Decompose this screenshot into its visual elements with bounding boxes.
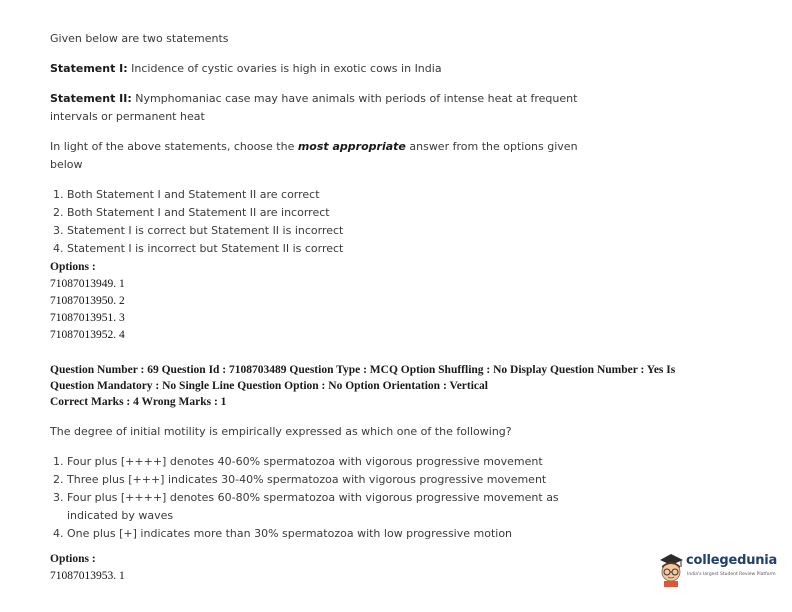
choice-text-cont: indicated by waves — [67, 509, 174, 522]
student-mascot-icon — [656, 552, 686, 588]
choice-number: 3. — [53, 491, 64, 504]
q1-choice-list — [53, 186, 343, 258]
statement-2 — [50, 90, 577, 126]
list-item — [53, 489, 559, 525]
logo-tagline: India's largest Student Review Platform — [687, 572, 776, 577]
q1-prompt-emphasis: most appropriate — [297, 140, 406, 153]
statement-2-text: Nymphomaniac case may have animals with periods of intense heat at frequent — [131, 92, 578, 105]
choice-number: 2. — [53, 206, 64, 219]
choice-text: Both Statement I and Statement II are incorrect — [67, 206, 330, 219]
option-id: 71087013950. 2 — [50, 295, 125, 307]
meta-line: Correct Marks : 4 Wrong Marks : 1 — [50, 396, 227, 408]
list-item — [53, 453, 559, 471]
option-id: 71087013953. 1 — [50, 570, 125, 582]
list-item — [53, 240, 343, 258]
options-label: Options : — [50, 553, 96, 565]
option-id: 71087013952. 4 — [50, 329, 125, 341]
choice-text: Statement I is correct but Statement II is incorrect — [67, 224, 344, 237]
option-id: 71087013951. 3 — [50, 312, 125, 324]
statement-2-label: Statement II: — [50, 92, 132, 105]
choice-number: 2. — [53, 473, 64, 486]
statement-1-text: Incidence of cystic ovaries is high in exotic cows in India — [127, 62, 442, 75]
collegedunia-logo — [656, 550, 778, 590]
question-meta — [50, 362, 675, 410]
q1-prompt-cont: below — [50, 158, 83, 171]
q1-prompt-post: answer from the options given — [405, 140, 578, 153]
list-item — [53, 471, 559, 489]
option-id: 71087013949. 1 — [50, 278, 125, 290]
statement-1-label: Statement I: — [50, 62, 128, 75]
statement-1 — [50, 60, 442, 78]
list-item — [53, 204, 343, 222]
list-item — [53, 222, 343, 240]
list-item — [53, 525, 559, 543]
choice-number: 4. — [53, 242, 64, 255]
choice-text: Both Statement I and Statement II are correct — [67, 188, 320, 201]
statement-2-text-cont: intervals or permanent heat — [50, 110, 205, 123]
choice-text: One plus [+] indicates more than 30% spermatozoa with low progressive motion — [67, 527, 513, 540]
q2-choice-list — [53, 453, 559, 543]
q1-prompt-pre: In light of the above statements, choose the — [50, 140, 298, 153]
q2-prompt: The degree of initial motility is empirically expressed as which one of the following? — [50, 425, 512, 438]
choice-text: Statement I is incorrect but Statement II is correct — [67, 242, 344, 255]
list-item — [53, 186, 343, 204]
q1-prompt — [50, 138, 578, 174]
meta-line: Question Number : 69 Question Id : 7108703489 Question Type : MCQ Option Shuffling : No Display Question Number : Yes Is — [50, 364, 676, 376]
choice-text: Four plus [++++] denotes 40-60% spermatozoa with vigorous progressive movement — [67, 455, 543, 468]
choice-number: 1. — [53, 188, 64, 201]
choice-text: Three plus [+++] indicates 30-40% spermatozoa with vigorous progressive movement — [67, 473, 547, 486]
logo-name: collegedunia — [686, 553, 778, 568]
q1-intro: Given below are two statements — [50, 32, 229, 45]
q1-options — [50, 259, 125, 344]
choice-number: 3. — [53, 224, 64, 237]
q2-options — [50, 551, 125, 585]
options-label: Options : — [50, 261, 96, 273]
choice-number: 1. — [53, 455, 64, 468]
choice-number: 4. — [53, 527, 64, 540]
choice-text: Four plus [++++] denotes 60-80% spermatozoa with vigorous progressive movement as — [67, 491, 559, 504]
meta-line: Question Mandatory : No Single Line Question Option : No Option Orientation : Vertical — [50, 380, 488, 392]
